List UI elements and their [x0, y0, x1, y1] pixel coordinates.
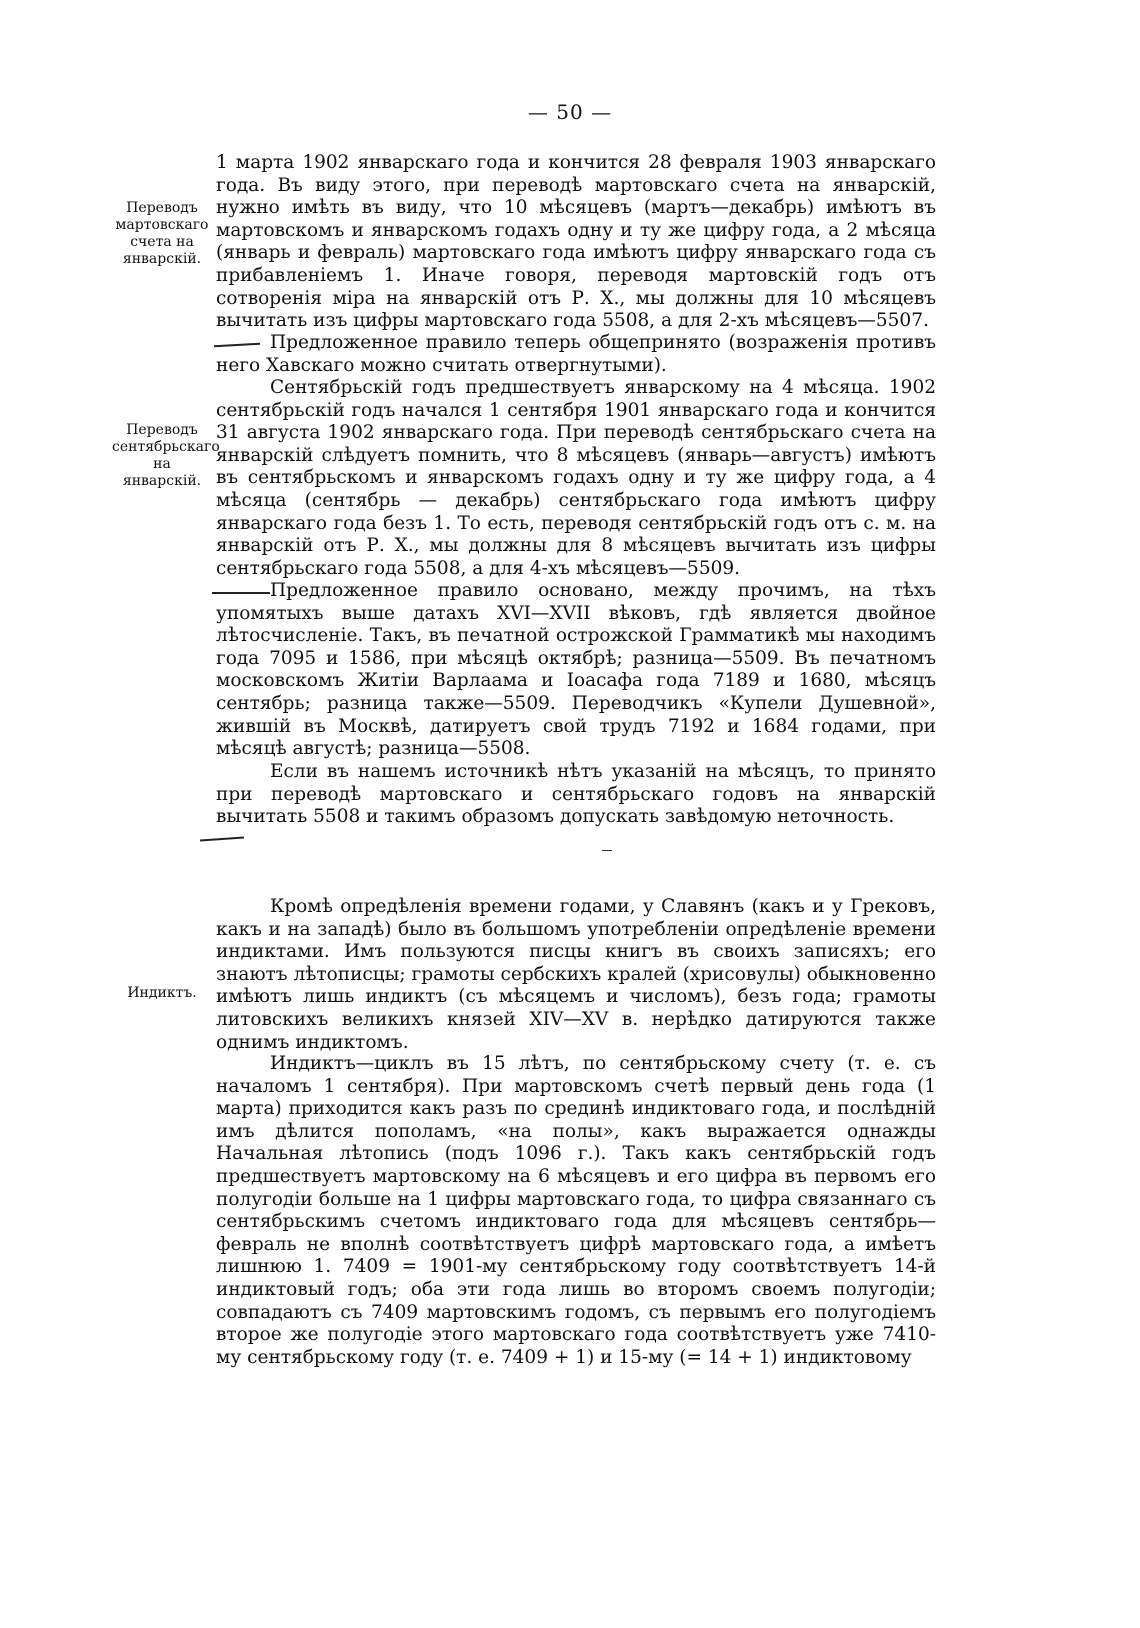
paragraph-indiction-cycle: Индиктъ—циклъ въ 15 лѣтъ, по сентябрьскому счету (т. е. съ началомъ 1 сентября). При мартовскомъ счетѣ первый день года (1 марта) приходится какъ разъ по срединѣ индиктоваго года, и послѣдній имъ дѣлится пополамъ, «на полы», какъ выражается однажды Начальная лѣтопись (подъ 1096 г.). Такъ какъ сентябрьскій годъ предшествуетъ мартовскому на 6 мѣсяцевъ и его цифра въ первомъ его полугодіи больше на 1 цифры мартовскаго года, то цифра связаннаго съ сентябрьскимъ счетомъ индиктоваго года для мѣсяцевъ сентябрь—февраль не вполнѣ соотвѣтствуетъ цифрѣ мартовскаго года, а имѣетъ лишнюю 1. 7409 = 1901-му сентябрьскому году соотвѣтствуетъ 14-й индиктовый годъ; оба эти года лишь во второмъ своемъ полугодіи; совпадаютъ съ 7409 мартовскимъ годомъ, съ первымъ его полугодіемъ второе же полугодіе этого мартовскаго года соотвѣтствуетъ уже 7410-му сентябрьскому году (т. е. 7409 + 1) и 15-му (= 14 + 1) индиктовому — [216, 1053, 936, 1368]
paragraph-indiction-intro: Кромѣ опредѣленія времени годами, у Славянъ (какъ и у Грековъ, какъ и на западѣ) было въ большомъ употребленіи опредѣленіе времени индиктами. Имъ пользуются писцы книгъ въ своихъ записяхъ; его знаютъ лѣтописцы; грамоты сербскихъ кралей (хрисовулы) обыкновенно имѣютъ лишь индиктъ (съ мѣсяцемъ и числомъ), безъ года; грамоты литовскихъ великихъ князей XIV—XV в. нерѣдко датируются также однимъ индиктомъ. — [216, 896, 936, 1053]
pencil-mark — [200, 836, 244, 841]
paragraph-september-conversion: Сентябрьскій годъ предшествуетъ январскому на 4 мѣсяца. 1902 сентябрьскій годъ начался 1 сентября 1901 январскаго года и кончится 31 августа 1902 январскаго года. При переводѣ сентябрьскаго счета на январскій слѣдуетъ помнить, что 8 мѣсяцевъ (январь—августъ) имѣютъ въ сентябрьскомъ и январскомъ годахъ одну и ту же цифру года, а 4 мѣсяца (сентябрь — декабрь) сентябрьскаго года имѣютъ цифру январскаго года безъ 1. То есть, переводя сентябрьскій годъ отъ с. м. на январскій отъ Р. Х., мы должны для 8 мѣсяцевъ вычитать изъ цифры сентябрьскаго года 5508, а для 4-хъ мѣсяцевъ—5509. — [216, 377, 936, 579]
paragraph-march-conversion: 1 марта 1902 январскаго года и кончится 28 февраля 1903 январскаго года. Въ виду этого, при переводѣ мартовскаго счета на январскій, нужно имѣть въ виду, что 10 мѣсяцевъ (мартъ—декабрь) имѣютъ въ мартовскомъ и январскомъ годахъ одну и ту же цифру года, а 2 мѣсяца (январь и февраль) мартовскаго года имѣютъ цифру январскаго года съ прибавленіемъ 1. Иначе говоря, переводя мартовскій годъ отъ сотворенія міра на январскій отъ Р. Х., мы должны для 10 мѣсяцевъ вычитать изъ цифры мартовскаго года 5508, а для 2-хъ мѣсяцевъ—5507. — [216, 152, 936, 332]
page-number: — 50 — — [527, 100, 613, 124]
paragraph-double-dating-examples: Предложенное правило основано, между прочимъ, на тѣхъ упомятыхъ выше датахъ XVI—XVII вѣковъ, гдѣ является двойное лѣтосчисленіе. Такъ, въ печатной острожской Грамматикѣ мы находимъ года 7095 и 1586, при мѣсяцѣ октябрѣ; разница—5509. Въ печатномъ московскомъ Житіи Варлаама и Іоасафа года 7189 и 1680, мѣсяцъ сентябрь; разница также—5509. Переводчикъ «Купели Душевной», жившій въ Москвѣ, датируетъ свой трудъ 7192 и 1684 годами, при мѣсяцѣ августѣ; разница—5508. — [216, 580, 936, 760]
pencil-mark — [212, 592, 270, 594]
paragraph-rule-accepted: Предложенное правило теперь общепринято (возраженія противъ него Хавскаго можно считать отвергнутыми). — [216, 332, 936, 376]
margin-note-september-to-january: Переводъ сентябрьскаго на январскій. — [112, 422, 220, 489]
margin-note-march-to-january: Переводъ мартовскаго счета на январскій. — [115, 200, 209, 267]
margin-note-indiction: Индиктъ. — [127, 985, 197, 1001]
section-divider — [602, 850, 612, 851]
paragraph-no-month-rule: Если въ нашемъ источникѣ нѣтъ указаній на мѣсяцъ, то принято при переводѣ мартовскаго и сентябрьскаго годовъ на январскій вычитать 5508 и такимъ образомъ допускать завѣдомую неточность. — [216, 761, 936, 828]
